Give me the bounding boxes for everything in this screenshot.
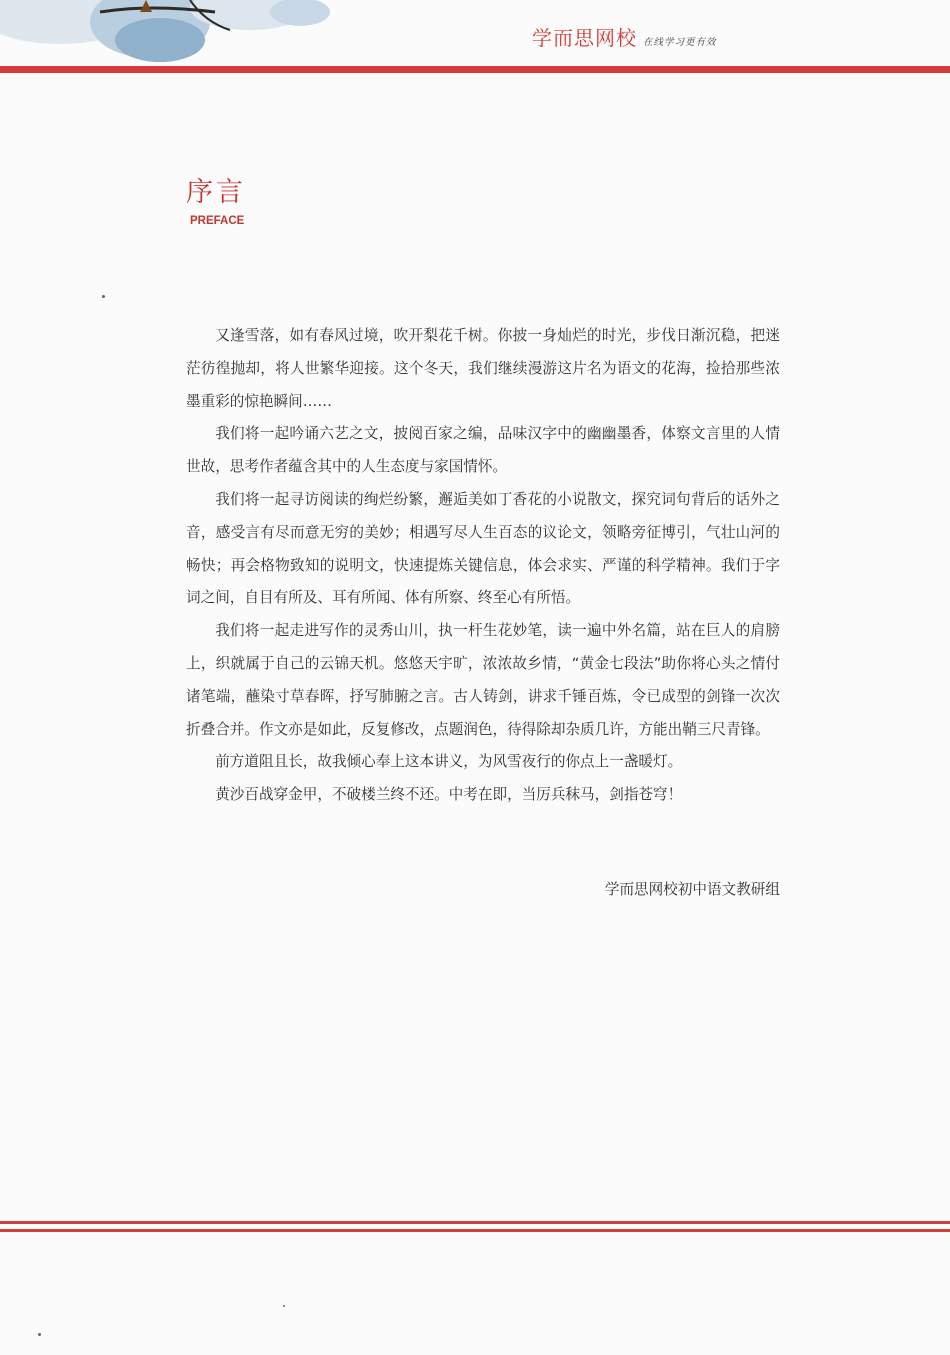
- section-heading: [186, 170, 246, 227]
- paragraph: 我们将一起走进写作的灵秀山川，执一杆生花妙笔，读一遍中外名篇，站在巨人的肩膀上，织就属于自己的云锦天机。悠悠天宇旷，浓浓故乡情，“黄金七段法”助你将心头之情付诸笔端，蘸染寸草春晖，抒写肺腑之言。古人铸剑，讲求千锤百炼，令已成型的剑锋一次次折叠合并。作文亦是如此，反复修改，点题润色，待得除却杂质几许，方能出鞘三尺青锋。: [186, 622, 780, 738]
- footer-divider: [0, 1221, 950, 1232]
- brand-header: [532, 22, 717, 51]
- corner-illustration: [0, 0, 330, 66]
- paragraph: 黄沙百战穿金甲，不破楼兰终不还。中考在即，当厉兵秣马，剑指苍穹！: [215, 786, 683, 804]
- page-subtitle: PREFACE: [190, 215, 245, 227]
- scan-speck: [102, 295, 105, 298]
- preface-body: [186, 320, 780, 812]
- brand-name: 学而思网校: [532, 26, 637, 50]
- paragraph: 又逢雪落，如有春风过境，吹开梨花千树。你披一身灿烂的时光，步伐日渐沉稳，把迷茫彷徨抛却，将人世繁华迎接。这个冬天，我们继续漫游这片名为语文的花海，捡拾那些浓墨重彩的惊艳瞬间……: [186, 327, 780, 410]
- paragraph: 我们将一起吟诵六艺之文，披阅百家之编，品味汉字中的幽幽墨香，体察文言里的人情世故，思考作者蕴含其中的人生态度与家国情怀。: [186, 425, 780, 476]
- header-divider: [0, 66, 950, 73]
- signature: 学而思网校初中语文教研组: [604, 881, 780, 898]
- scan-speck: [38, 1333, 41, 1336]
- brand-slogan: 在线学习更有效: [643, 37, 717, 48]
- paragraph: 我们将一起寻访阅读的绚烂纷繁，邂逅美如丁香花的小说散文，探究词句背后的话外之音，感受言有尽而意无穷的美妙；相遇写尽人生百态的议论文，领略旁征博引，气壮山河的畅快；再会格物致知的说明文，快速提炼关键信息，体会求实、严谨的科学精神。我们于字词之间，自目有所及、耳有所闻、体有所察、终至心有所悟。: [186, 490, 780, 607]
- paragraph: 前方道阻且长，故我倾心奉上这本讲义，为风雪夜行的你点上一盏暖灯。: [215, 753, 683, 771]
- scan-speck: [283, 1305, 285, 1307]
- page-title: 序言: [186, 177, 246, 208]
